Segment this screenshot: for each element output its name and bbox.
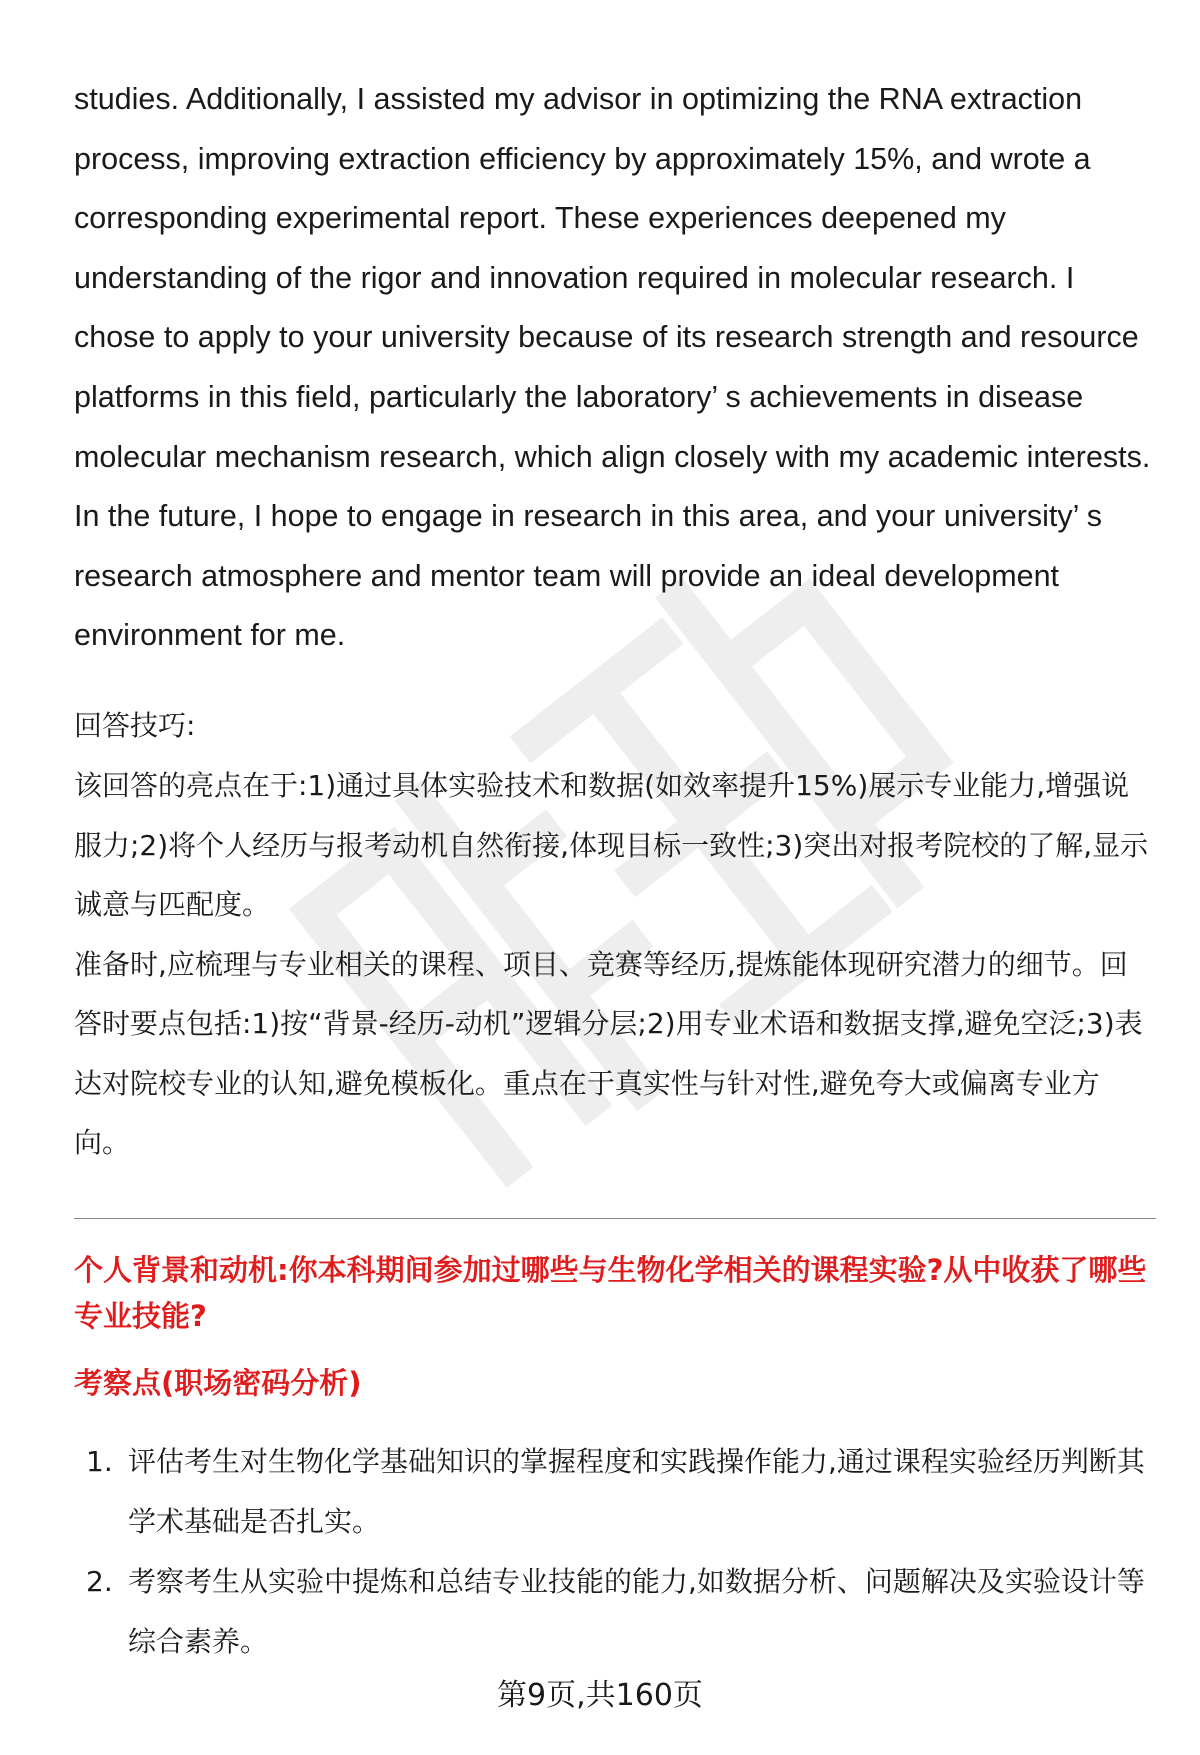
question-heading: 个人背景和动机:你本科期间参加过哪些与生物化学相关的课程实验?从中收获了哪些专业技能? xyxy=(74,1253,1147,1333)
list-item-number: 2. xyxy=(86,1565,113,1598)
answer-tips-section xyxy=(74,696,1154,1173)
page-number: 第9页,共160页 xyxy=(497,1678,703,1713)
list-item-text: 评估考生对生物化学基础知识的掌握程度和实践操作能力,通过课程实验经历判断其学术基础是否扎实。 xyxy=(128,1445,1145,1538)
answer-paragraph: studies. Additionally, I assisted my advisor in optimizing the RNA extraction process, improving extraction efficiency by approximately 15%, and wrote a corresponding experimental report. These experiences deepened my understanding of the rigor and innovation required in molecular research. I chose to apply to your university because of its research strength and resource platforms in this field, particularly the laboratory’ s achievements in disease molecular mechanism research, which align closely with my academic interests. In the future, I hope to engage in research in this area, and your university’ s research atmosphere and mentor team will provide an ideal development environment for me. xyxy=(74,82,1151,653)
tips-label: 回答技巧: xyxy=(74,709,196,742)
list-item xyxy=(74,1432,1156,1552)
tips-paragraph-highlights: 该回答的亮点在于:1)通过具体实验技术和数据(如效率提升15%)展示专业能力,增强说服力;2)将个人经历与报考动机自然衔接,体现目标一致性;3)突出对报考院校的了解,显示诚意与匹配度。 xyxy=(74,769,1149,921)
tips-paragraph-preparation: 准备时,应梳理与专业相关的课程、项目、竞赛等经历,提炼能体现研究潜力的细节。回答时要点包括:1)按“背景-经历-动机”逻辑分层;2)用专业术语和数据支撑,避免空泛;3)表达对院校专业的认知,避免模板化。重点在于真实性与针对性,避免夸大或偏离专业方向。 xyxy=(74,947,1143,1159)
focus-list xyxy=(74,1432,1156,1672)
list-item-text: 考察考生从实验中提炼和总结专业技能的能力,如数据分析、问题解决及实验设计等综合素养。 xyxy=(128,1565,1145,1658)
focus-section-title: 考察点(职场密码分析) xyxy=(74,1366,362,1400)
list-item-number: 1. xyxy=(86,1445,113,1478)
section-divider xyxy=(74,1218,1156,1219)
list-item xyxy=(74,1552,1156,1672)
